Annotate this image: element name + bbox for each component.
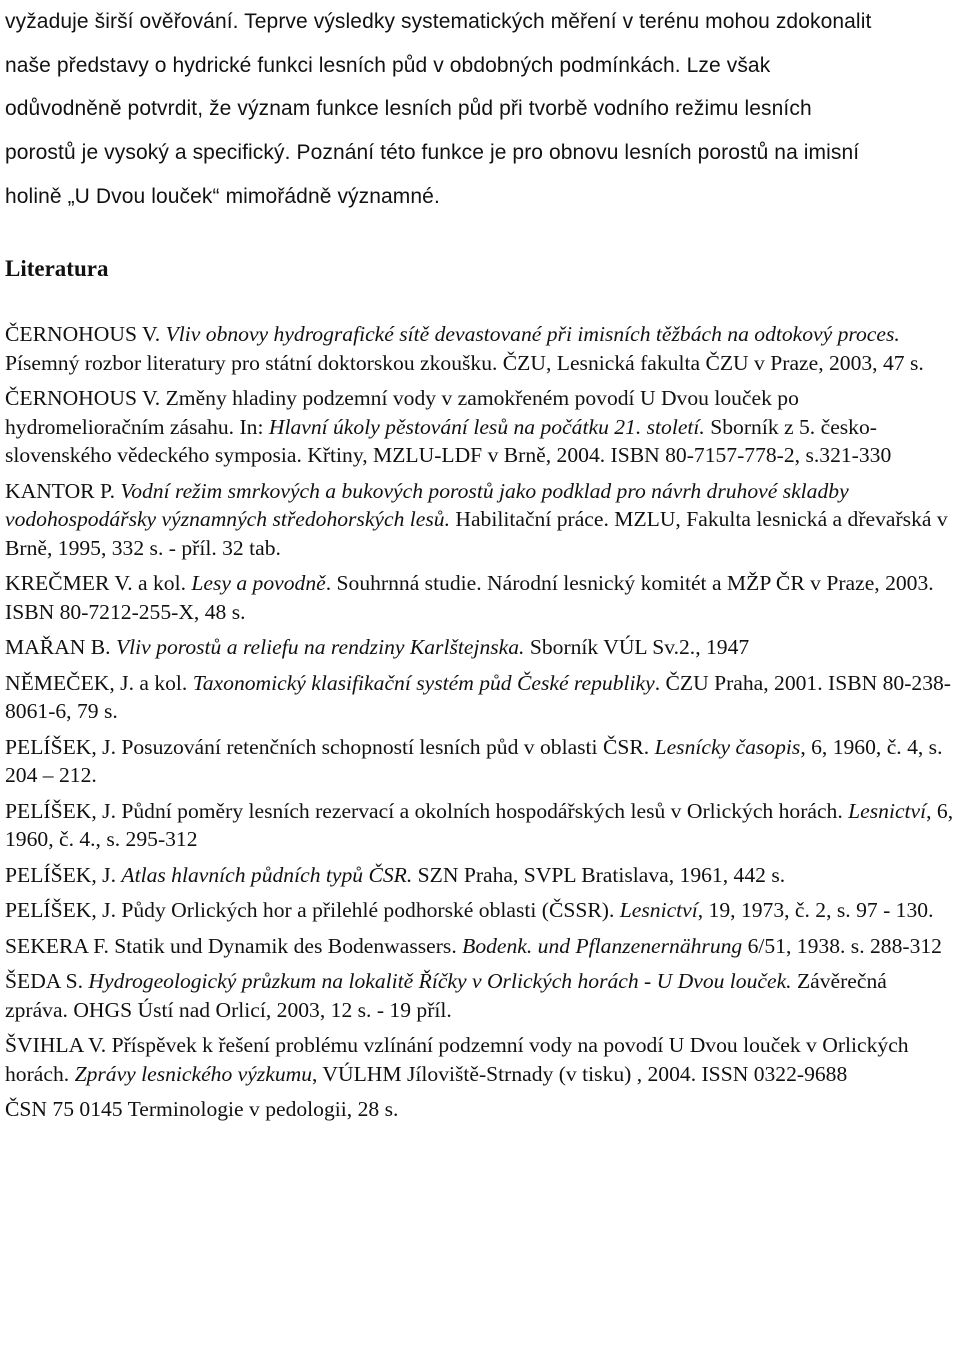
reference-item: ŠEDA S. Hydrogeologický průzkum na lokalitě Říčky v Orlických horách - U Dvou louček. Závěrečná zpráva. OHGS Ústí nad Orlicí, 2003, 12 s. - 19 příl. — [5, 969, 887, 1022]
reference-item: ČERNOHOUS V. Změny hladiny podzemní vody v zamokřeném povodí U Dvou louček po hydromelioračním zásahu. In: Hlavní úkoly pěstování lesů na počátku 21. století. Sborník z 5. česko-slovenského vědeckého symposia. Křtiny, MZLU-LDF v Brně, 2004. ISBN 80-7157-778-2, s.321-330 — [5, 386, 892, 467]
reference-item: NĚMEČEK, J. a kol. Taxonomický klasifikační systém půd České republiky. ČZU Praha, 2001. ISBN 80-238-8061-6, 79 s. — [5, 670, 951, 723]
reference-item: PELÍŠEK, J. Posuzování retenčních schopností lesních půd v oblasti ČSR. Lesnícky časopis, 6, 1960, č. 4, s. 204 – 212. — [5, 734, 943, 787]
document-page — [5, 0, 955, 1121]
paragraph-line: odůvodněně potvrdit, že význam funkce lesních půd při tvorbě vodního režimu lesních — [5, 97, 812, 121]
reference-item: KREČMER V. a kol. Lesy a povodně. Souhrnná studie. Národní lesnický komitét a MŽP ČR v Praze, 2003. ISBN 80-7212-255-X, 48 s. — [5, 571, 934, 624]
reference-item: MAŘAN B. Vliv porostů a reliefu na rendziny Karlštejnska. Sborník VÚL Sv.2., 1947 — [5, 635, 750, 659]
closing-paragraph — [5, 0, 955, 219]
reference-list — [5, 320, 955, 1131]
paragraph-line: porostů je vysoký a specifický. Poznání této funkce je pro obnovu lesních porostů na imisní — [5, 141, 860, 165]
reference-item: PELÍŠEK, J. Půdy Orlických hor a přilehlé podhorské oblasti (ČSSR). Lesnictví, 19, 1973, č. 2, s. 97 - 130. — [5, 898, 934, 922]
reference-item: ŠVIHLA V. Příspěvek k řešení problému vzlínání podzemní vody na povodí U Dvou louček v Orlických horách. Zprávy lesnického výzkumu, VÚLHM Jíloviště-Strnady (v tisku) , 2004. ISSN 0322-9688 — [5, 1033, 909, 1086]
paragraph-line: vyžaduje širší ověřování. Teprve výsledky systematických měření v terénu mohou zdokonalit — [5, 10, 872, 33]
section-heading: Literatura — [5, 256, 109, 281]
reference-item: ČSN 75 0145 Terminologie v pedologii, 28 s. — [5, 1097, 399, 1121]
reference-item: KANTOR P. Vodní režim smrkových a bukových porostů jako podklad pro návrh druhové skladby vodohospodářsky významných středohorských lesů. Habilitační práce. MZLU, Fakulta lesnická a dřevařská v Brně, 1995, 332 s. - příl. 32 tab. — [5, 478, 948, 560]
reference-item: SEKERA F. Statik und Dynamik des Bodenwassers. Bodenk. und Pflanzenernährung 6/51, 1938. s. 288-312 — [5, 933, 942, 958]
reference-item: ČERNOHOUS V. Vliv obnovy hydrografické sítě devastované při imisních těžbách na odtokový proces. Písemný rozbor literatury pro státní doktorskou zkoušku. ČZU, Lesnická fakulta ČZU v Praze, 2003, 47 s. — [5, 322, 924, 375]
paragraph-line: holině „U Dvou louček“ mimořádně významné. — [5, 184, 440, 208]
reference-item: PELÍŠEK, J. Půdní poměry lesních rezervací a okolních hospodářských lesů v Orlických horách. Lesnictví, 6, 1960, č. 4., s. 295-312 — [5, 798, 954, 851]
reference-item: PELÍŠEK, J. Atlas hlavních půdních typů ČSR. SZN Praha, SVPL Bratislava, 1961, 442 s. — [5, 862, 786, 887]
paragraph-line: naše představy o hydrické funkci lesních půd v obdobných podmínkách. Lze však — [5, 53, 771, 77]
